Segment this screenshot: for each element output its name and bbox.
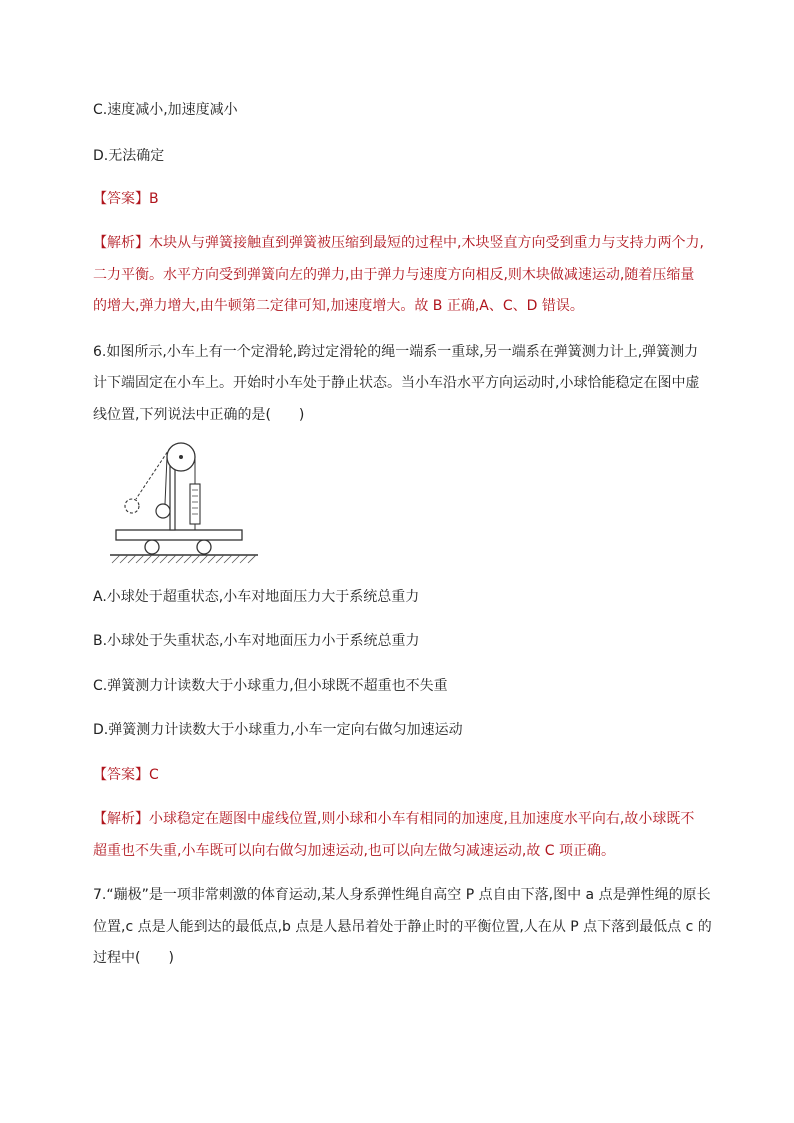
analysis-2-line1 — [93, 809, 694, 829]
question-7-line3: 过程中( ) — [93, 950, 174, 966]
option-c-prev: C.速度减小,加速度减小 — [93, 102, 238, 118]
wheel-left — [145, 540, 159, 554]
rope-left — [165, 457, 167, 504]
pulley-axle — [179, 455, 183, 459]
wheel-right — [197, 540, 211, 554]
cart-pulley-figure — [108, 408, 260, 564]
cart-pulley-diagram — [108, 408, 260, 564]
q6-option-a: A.小球处于超重状态,小车对地面压力大于系统总重力 — [93, 589, 420, 605]
option-d-prev: D.无法确定 — [93, 148, 165, 164]
q6-option-c: C.弹簧测力计读数大于小球重力,但小球既不超重也不失重 — [93, 678, 448, 694]
ball-dashed — [125, 499, 139, 513]
question-7-line1: 7.“蹦极”是一项非常刺激的体育运动,某人身系弹性绳自高空 P 点自由下落,图中 a 点是弹性绳的原长 — [93, 887, 711, 903]
analysis-tag: 【解析】 — [93, 811, 149, 827]
analysis-tag: 【解析】 — [93, 235, 149, 251]
analysis-text: 小球稳定在题图中虚线位置,则小球和小车有相同的加速度,且加速度水平向右,故小球既不 — [149, 811, 695, 827]
question-6-line1: 6.如图所示,小车上有一个定滑轮,跨过定滑轮的绳一端系一重球,另一端系在弹簧测力计上,弹簧测力 — [93, 344, 699, 360]
analysis-text: 木块从与弹簧接触直到弹簧被压缩到最短的过程中,木块竖直方向受到重力与支持力两个力, — [149, 235, 704, 251]
rope-dashed — [136, 448, 170, 499]
answer-value: C — [149, 767, 159, 783]
cart-body — [116, 530, 242, 540]
analysis-1-line3: 的增大,弹力增大,由牛顿第二定律可知,加速度增大。故 B 正确,A、C、D 错误。 — [93, 298, 584, 314]
analysis-2-line2: 超重也不失重,小车既可以向右做匀加速运动,也可以向左做匀减速运动,故 C 项正确。 — [93, 843, 616, 859]
ground-hatch — [112, 555, 256, 563]
answer-1 — [93, 189, 159, 209]
answer-2 — [93, 765, 159, 785]
ball-solid — [156, 504, 170, 518]
question-6-line2: 计下端固定在小车上。开始时小车处于静止状态。当小车沿水平方向运动时,小球恰能稳定在图中虚 — [93, 375, 700, 391]
question-6-line3: 线位置,下列说法中正确的是( ) — [93, 407, 305, 423]
question-7-line2: 位置,c 点是人能到达的最低点,b 点是人悬吊着处于静止时的平衡位置,人在从 P 点下落到最低点 c 的 — [93, 919, 712, 935]
analysis-1-line1 — [93, 233, 704, 253]
q6-option-d: D.弹簧测力计读数大于小球重力,小车一定向右做匀加速运动 — [93, 722, 463, 738]
answer-tag: 【答案】 — [93, 767, 149, 783]
analysis-1-line2: 二力平衡。水平方向受到弹簧向左的弹力,由于弹力与速度方向相反,则木块做减速运动,随着压缩量 — [93, 267, 695, 283]
answer-tag: 【答案】 — [93, 191, 149, 207]
q6-option-b: B.小球处于失重状态,小车对地面压力小于系统总重力 — [93, 633, 420, 649]
answer-value: B — [149, 191, 159, 207]
